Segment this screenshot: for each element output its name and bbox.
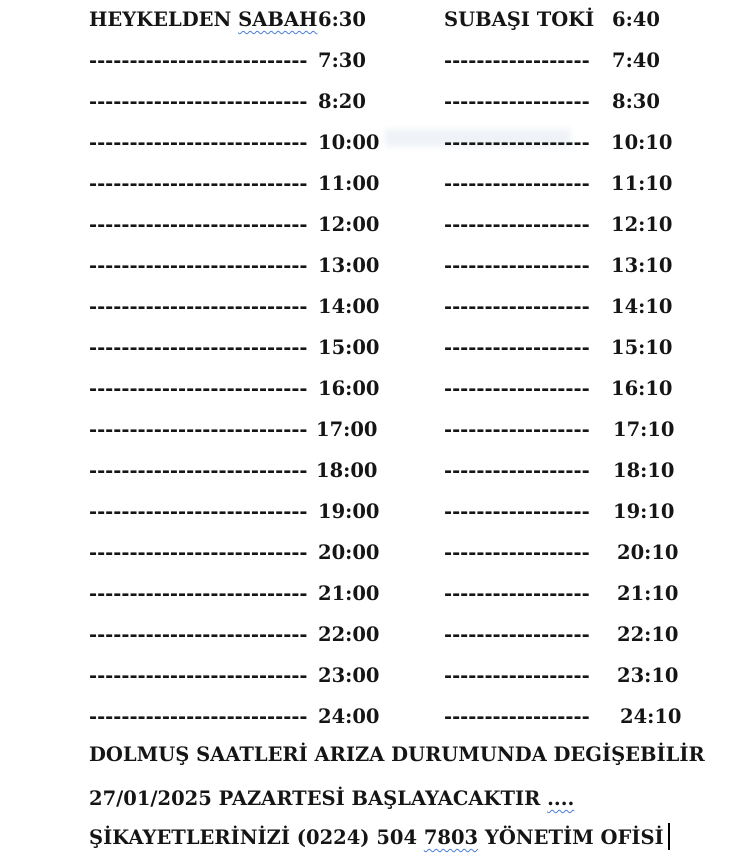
left-departure-time: 18:00 [316, 459, 378, 482]
left-departure-time: 23:00 [318, 664, 380, 687]
schedule-change-notice: DOLMUŞ SAATLERİ ARIZA DURUMUNDA DEGİŞEBİLİR [89, 743, 705, 766]
right-departure-time: 17:10 [613, 418, 675, 441]
schedule-row [0, 656, 750, 697]
schedule-row [0, 123, 750, 164]
left-dashed-leader: --------------------------- [89, 705, 308, 728]
schedule-header-row [0, 0, 750, 41]
left-dashed-leader: --------------------------- [89, 500, 308, 523]
left-dashed-leader: --------------------------- [89, 336, 308, 359]
right-route-title: SUBAŞI TOKİ [444, 8, 595, 31]
left-dashed-leader: --------------------------- [89, 582, 308, 605]
schedule-row [0, 41, 750, 82]
right-departure-time: 23:10 [617, 664, 679, 687]
left-departure-time: 20:00 [318, 541, 380, 564]
right-dashed-leader: ------------------ [444, 623, 590, 646]
right-departure-time: 7:40 [612, 49, 660, 72]
right-dashed-leader: ------------------ [444, 49, 590, 72]
right-dashed-leader: ------------------ [444, 336, 590, 359]
left-departure-time: 14:00 [318, 295, 380, 318]
schedule-row [0, 451, 750, 492]
left-dashed-leader: --------------------------- [89, 459, 308, 482]
right-dashed-leader: ------------------ [444, 705, 590, 728]
right-departure-time: 24:10 [620, 705, 682, 728]
left-departure-time: 19:00 [318, 500, 380, 523]
schedule-row [0, 410, 750, 451]
schedule-row [0, 164, 750, 205]
left-departure-time: 10:00 [318, 131, 380, 154]
right-first-time: 6:40 [612, 8, 660, 31]
right-dashed-leader: ------------------ [444, 254, 590, 277]
schedule-row [0, 615, 750, 656]
right-departure-time: 20:10 [617, 541, 679, 564]
left-dashed-leader: --------------------------- [89, 664, 308, 687]
right-dashed-leader: ------------------ [444, 131, 590, 154]
schedule-row [0, 205, 750, 246]
complaint-office-label: YÖNETİM [478, 826, 601, 849]
right-dashed-leader: ------------------ [444, 295, 590, 318]
left-departure-time: 24:00 [318, 705, 380, 728]
left-dashed-leader: --------------------------- [89, 254, 308, 277]
right-departure-time: 16:10 [611, 377, 673, 400]
left-dashed-leader: --------------------------- [89, 90, 308, 113]
left-dashed-leader: --------------------------- [89, 131, 308, 154]
left-dashed-leader: --------------------------- [89, 623, 308, 646]
right-departure-time: 13:10 [611, 254, 673, 277]
right-dashed-leader: ------------------ [444, 582, 590, 605]
right-dashed-leader: ------------------ [444, 664, 590, 687]
right-dashed-leader: ------------------ [444, 90, 590, 113]
left-departure-time: 16:00 [318, 377, 380, 400]
left-departure-time: 15:00 [318, 336, 380, 359]
right-departure-time: 12:10 [611, 213, 673, 236]
left-route-title-start: HEYKELDEN [89, 8, 239, 31]
right-dashed-leader: ------------------ [444, 213, 590, 236]
right-departure-time: 8:30 [612, 90, 660, 113]
right-dashed-leader: ------------------ [444, 377, 590, 400]
schedule-row [0, 492, 750, 533]
right-departure-time: 14:10 [611, 295, 673, 318]
right-departure-time: 19:10 [613, 500, 675, 523]
left-departure-time: 11:00 [318, 172, 380, 195]
left-dashed-leader: --------------------------- [89, 418, 308, 441]
right-departure-time: 11:10 [611, 172, 673, 195]
complaint-office-label-end: OFİSİ [600, 826, 664, 849]
left-departure-time: 12:00 [318, 213, 380, 236]
left-dashed-leader: --------------------------- [89, 49, 308, 72]
left-route-title [89, 8, 317, 32]
left-departure-time: 7:30 [318, 49, 366, 72]
text-cursor [668, 823, 670, 850]
right-departure-time: 15:10 [611, 336, 673, 359]
right-dashed-leader: ------------------ [444, 500, 590, 523]
left-departure-time: 8:20 [318, 90, 366, 113]
right-departure-time: 21:10 [617, 582, 679, 605]
right-departure-time: 10:10 [611, 131, 673, 154]
complaint-contact-line [89, 823, 670, 850]
left-departure-time: 13:00 [318, 254, 380, 277]
right-dashed-leader: ------------------ [444, 459, 590, 482]
schedule-row [0, 328, 750, 369]
left-dashed-leader: --------------------------- [89, 377, 308, 400]
start-date-ellipsis: .... [547, 787, 575, 810]
left-departure-time: 22:00 [318, 623, 380, 646]
schedule-row [0, 574, 750, 615]
left-dashed-leader: --------------------------- [89, 541, 308, 564]
schedule-row [0, 533, 750, 574]
left-dashed-leader: --------------------------- [89, 172, 308, 195]
left-dashed-leader: --------------------------- [89, 295, 308, 318]
left-dashed-leader: --------------------------- [89, 213, 308, 236]
schedule-row [0, 697, 750, 738]
right-departure-time: 22:10 [617, 623, 679, 646]
left-departure-time: 21:00 [318, 582, 380, 605]
right-dashed-leader: ------------------ [444, 172, 590, 195]
left-route-title-sabah: SABAH [238, 8, 318, 31]
complaint-phone-end: 7803 [423, 826, 479, 849]
schedule-row [0, 287, 750, 328]
right-dashed-leader: ------------------ [444, 418, 590, 441]
start-date-text: 27/01/2025 PAZARTESİ BAŞLAYACAKTIR [89, 787, 548, 810]
right-dashed-leader: ------------------ [444, 541, 590, 564]
complaint-contact-start: ŞİKAYETLERİNİZİ (0224) 504 [89, 826, 424, 849]
schedule-row [0, 246, 750, 287]
schedule-row [0, 369, 750, 410]
left-departure-time: 17:00 [316, 418, 378, 441]
left-first-time: 6:30 [318, 8, 366, 31]
start-date-notice [89, 787, 574, 811]
right-departure-time: 18:10 [613, 459, 675, 482]
schedule-row [0, 82, 750, 123]
